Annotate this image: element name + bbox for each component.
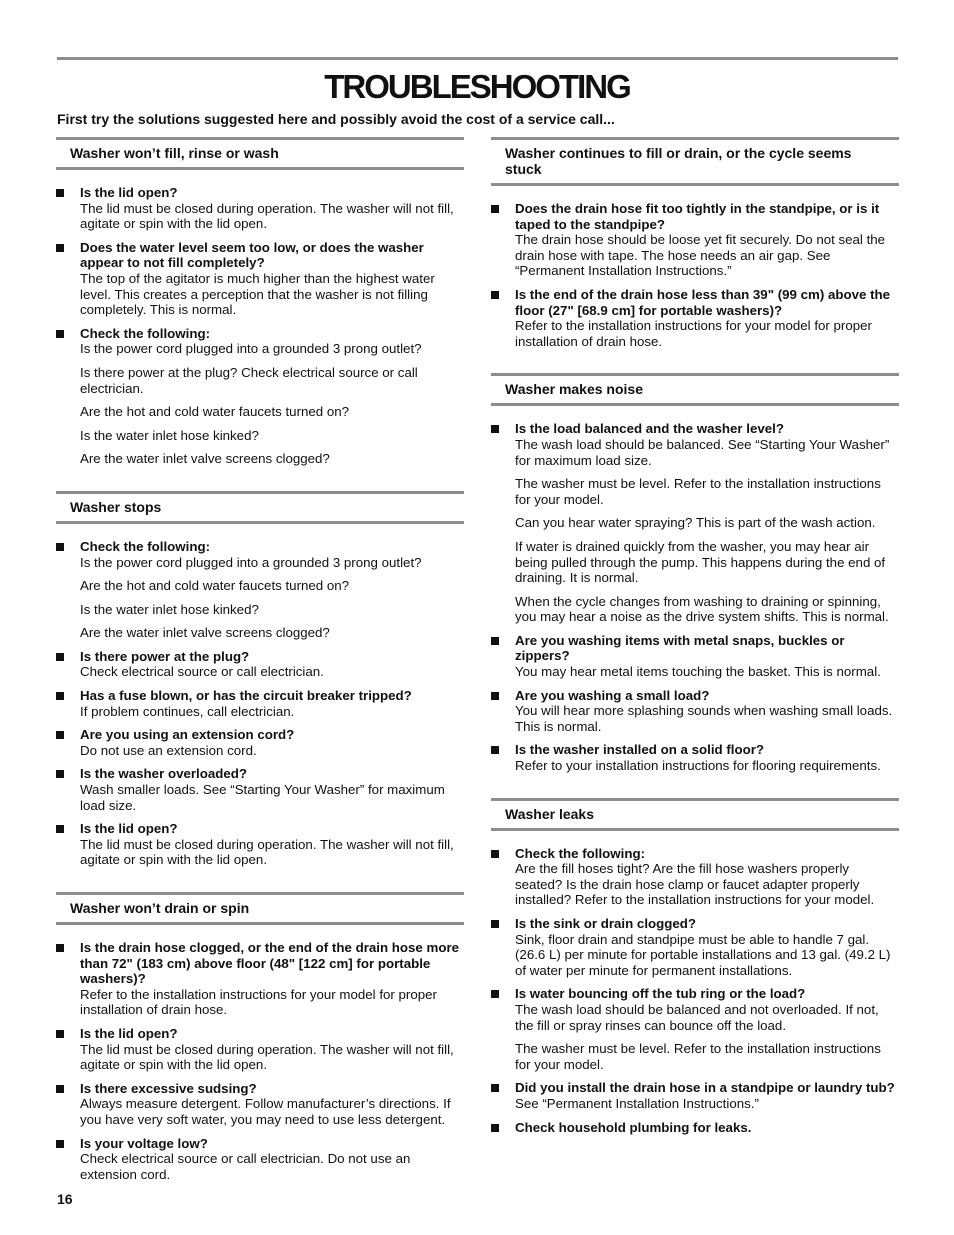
question-text: Is the load balanced and the washer level? bbox=[515, 421, 784, 437]
section-header: Washer continues to fill or drain, or the cycle seems stuck bbox=[491, 137, 899, 186]
square-bullet-icon bbox=[491, 1084, 499, 1092]
answer-text: The lid must be closed during operation. The washer will not fill, agitate or spin with the lid open. bbox=[80, 1041, 454, 1073]
list-item bbox=[56, 766, 464, 813]
square-bullet-icon bbox=[56, 944, 64, 952]
answer-text: Are the water inlet valve screens clogged? bbox=[80, 451, 330, 467]
section-header: Washer won’t fill, rinse or wash bbox=[56, 137, 464, 170]
question-text: Is the washer installed on a solid floor? bbox=[515, 742, 764, 758]
list-item bbox=[491, 742, 899, 773]
list-item bbox=[491, 986, 899, 1072]
answer-text: Refer to your installation instructions for flooring requirements. bbox=[515, 758, 881, 774]
answer-text: You will hear more splashing sounds when washing small loads. This is normal. bbox=[515, 703, 893, 734]
square-bullet-icon bbox=[56, 731, 64, 739]
section-header: Washer won’t drain or spin bbox=[56, 892, 464, 925]
answer-text: Are the fill hoses tight? Are the fill hose washers properly seated? Is the drain hose clamp or faucet adapter properly installed? Refer to the installation instructions for your model. bbox=[515, 861, 875, 908]
square-bullet-icon bbox=[491, 850, 499, 858]
list-item bbox=[491, 916, 899, 978]
question-text: Has a fuse blown, or has the circuit breaker tripped? bbox=[80, 688, 412, 704]
list-item bbox=[491, 688, 899, 735]
list-item bbox=[491, 633, 899, 680]
answer-text: When the cycle changes from washing to draining or spinning, you may hear a noise as the drive system shifts. This is normal. bbox=[515, 593, 889, 625]
answer-text: The washer must be level. Refer to the installation instructions for your model. bbox=[515, 1041, 881, 1072]
question-text: Is the lid open? bbox=[80, 1025, 178, 1041]
list-item bbox=[491, 846, 899, 908]
list-item bbox=[56, 1081, 464, 1128]
question-text: Is the drain hose clogged, or the end of the drain hose more than 72" (183 cm) above floor (48" [122 cm] for portable washers)? bbox=[80, 940, 460, 987]
answer-text: The top of the agitator is much higher than the highest water level. This creates a perception that the washer is not filling completely. This is normal. bbox=[80, 270, 435, 318]
list-item bbox=[56, 539, 464, 641]
square-bullet-icon bbox=[56, 189, 64, 197]
section-items bbox=[491, 406, 899, 797]
list-item bbox=[56, 940, 464, 1018]
section-items bbox=[491, 831, 899, 1160]
answer-text: If water is drained quickly from the washer, you may hear air being pulled through the pump. This happens during the end of draining. It is normal. bbox=[515, 538, 886, 586]
square-bullet-icon bbox=[491, 637, 499, 645]
answer-text: Is the water inlet hose kinked? bbox=[80, 601, 259, 617]
answer-text: Check electrical source or call electrician. bbox=[80, 664, 324, 680]
square-bullet-icon bbox=[491, 920, 499, 928]
section-washer-makes-noise bbox=[491, 373, 899, 797]
question-text: Did you install the drain hose in a standpipe or laundry tub? bbox=[515, 1080, 895, 1096]
list-item bbox=[56, 1136, 464, 1183]
square-bullet-icon bbox=[491, 1124, 499, 1132]
page-title: TROUBLESHOOTING bbox=[324, 68, 630, 105]
answer-text: Are the hot and cold water faucets turned on? bbox=[80, 404, 350, 420]
question-text: Is the sink or drain clogged? bbox=[515, 916, 697, 931]
square-bullet-icon bbox=[491, 692, 499, 700]
list-item bbox=[56, 649, 464, 680]
answer-text: Always measure detergent. Follow manufacturer’s directions. If you have very soft water, you may need to use less detergent. bbox=[80, 1096, 451, 1127]
section-washer-won-t-fill-rinse-or-wash bbox=[56, 137, 464, 491]
list-item bbox=[491, 1120, 899, 1136]
list-item bbox=[491, 1080, 899, 1111]
question-text: Does the drain hose fit too tightly in the standpipe, or is it taped to the standpipe? bbox=[515, 201, 880, 232]
answer-text: Is the power cord plugged into a grounded 3 prong outlet? bbox=[80, 554, 422, 570]
answer-text: The drain hose should be loose yet fit securely. Do not seal the drain hose with tape. The hose needs an air gap. See “Permanent Installation Instructions.” bbox=[515, 232, 886, 279]
question-text: Check the following: bbox=[515, 845, 646, 861]
square-bullet-icon bbox=[56, 692, 64, 700]
section-items bbox=[56, 524, 464, 892]
answer-text: If problem continues, call electrician. bbox=[80, 703, 295, 719]
section-items bbox=[56, 170, 464, 491]
question-text: Is the end of the drain hose less than 39" (99 cm) above the floor (27" [68.9 cm] for portable washers)? bbox=[515, 286, 891, 318]
square-bullet-icon bbox=[491, 425, 499, 433]
list-item bbox=[491, 287, 899, 349]
square-bullet-icon bbox=[56, 1085, 64, 1093]
answer-text: Refer to the installation instructions for your model for proper installation of drain hose. bbox=[80, 986, 437, 1018]
question-text: Is the lid open? bbox=[80, 185, 178, 200]
section-washer-leaks bbox=[491, 798, 899, 1160]
question-text: Is there excessive sudsing? bbox=[80, 1080, 257, 1096]
intro-text: First try the solutions suggested here and possibly avoid the cost of a service call... bbox=[57, 111, 615, 127]
top-rule bbox=[57, 57, 898, 60]
question-text: Does the water level seem too low, or does the washer appear to not fill completely? bbox=[80, 239, 424, 271]
question-text: Are you washing items with metal snaps, buckles or zippers? bbox=[515, 632, 845, 664]
list-item bbox=[56, 185, 464, 232]
square-bullet-icon bbox=[56, 1140, 64, 1148]
square-bullet-icon bbox=[56, 770, 64, 778]
question-text: Are you washing a small load? bbox=[515, 687, 710, 703]
question-text: Check household plumbing for leaks. bbox=[515, 1119, 752, 1135]
answer-text: Wash smaller loads. See “Starting Your Washer” for maximum load size. bbox=[80, 782, 445, 813]
question-text: Is the washer overloaded? bbox=[80, 766, 248, 782]
page-number: 16 bbox=[57, 1191, 73, 1207]
answer-text: The wash load should be balanced. See “Starting Your Washer” for maximum load size. bbox=[515, 436, 890, 468]
square-bullet-icon bbox=[491, 205, 499, 213]
answer-text: Are the water inlet valve screens clogged? bbox=[80, 625, 330, 641]
section-header: Washer stops bbox=[56, 491, 464, 524]
answer-text: Refer to the installation instructions for your model for proper installation of drain hose. bbox=[515, 318, 872, 349]
square-bullet-icon bbox=[491, 746, 499, 754]
list-item bbox=[491, 421, 899, 625]
list-item bbox=[56, 240, 464, 318]
answer-text: Is the water inlet hose kinked? bbox=[80, 427, 259, 443]
square-bullet-icon bbox=[56, 244, 64, 252]
section-items bbox=[491, 186, 899, 373]
section-items bbox=[56, 925, 464, 1206]
list-item bbox=[491, 201, 899, 279]
answer-text: Can you hear water spraying? This is part of the wash action. bbox=[515, 515, 876, 531]
left-column bbox=[56, 137, 464, 1206]
answer-text: Are the hot and cold water faucets turned on? bbox=[80, 578, 350, 594]
question-text: Is the lid open? bbox=[80, 821, 178, 837]
square-bullet-icon bbox=[56, 1030, 64, 1038]
answer-text: The wash load should be balanced and not overloaded. If not, the fill or spray rinses can bounce off the load. bbox=[515, 1001, 879, 1033]
question-text: Check the following: bbox=[80, 325, 211, 341]
list-item bbox=[56, 821, 464, 868]
square-bullet-icon bbox=[491, 990, 499, 998]
answer-text: You may hear metal items touching the basket. This is normal. bbox=[515, 664, 881, 680]
answer-text: Is there power at the plug? Check electrical source or call electrician. bbox=[80, 364, 418, 396]
question-text: Check the following: bbox=[80, 538, 211, 554]
section-washer-continues-to-fill-or-drain-or-the bbox=[491, 137, 899, 373]
section-washer-won-t-drain-or-spin bbox=[56, 892, 464, 1206]
list-item bbox=[56, 727, 464, 758]
section-washer-stops bbox=[56, 491, 464, 892]
answer-text: The washer must be level. Refer to the installation instructions for your model. bbox=[515, 476, 881, 507]
list-item bbox=[56, 1026, 464, 1073]
square-bullet-icon bbox=[56, 330, 64, 338]
section-header: Washer leaks bbox=[491, 798, 899, 831]
answer-text: Do not use an extension cord. bbox=[80, 742, 257, 758]
square-bullet-icon bbox=[56, 825, 64, 833]
list-item bbox=[56, 688, 464, 719]
answer-text: The lid must be closed during operation. The washer will not fill, agitate or spin with the lid open. bbox=[80, 200, 454, 232]
answer-text: Check electrical source or call electrician. Do not use an extension cord. bbox=[80, 1151, 411, 1182]
answer-text: Is the power cord plugged into a grounded 3 prong outlet? bbox=[80, 341, 422, 357]
answer-text: Sink, floor drain and standpipe must be able to handle 7 gal. (26.6 L) per minute for portable installations and 13 gal. (49.2 L) of water per minute for permanent installations. bbox=[515, 931, 891, 978]
answer-text: The lid must be closed during operation. The washer will not fill, agitate or spin with the lid open. bbox=[80, 836, 454, 868]
list-item bbox=[56, 326, 464, 467]
question-text: Is water bouncing off the tub ring or the load? bbox=[515, 986, 806, 1002]
right-column bbox=[491, 137, 899, 1159]
square-bullet-icon bbox=[491, 291, 499, 299]
square-bullet-icon bbox=[56, 653, 64, 661]
section-header: Washer makes noise bbox=[491, 373, 899, 406]
square-bullet-icon bbox=[56, 543, 64, 551]
question-text: Is there power at the plug? bbox=[80, 648, 250, 664]
answer-text: See “Permanent Installation Instructions.” bbox=[515, 1095, 759, 1111]
question-text: Are you using an extension cord? bbox=[80, 727, 295, 743]
question-text: Is your voltage low? bbox=[80, 1135, 208, 1151]
